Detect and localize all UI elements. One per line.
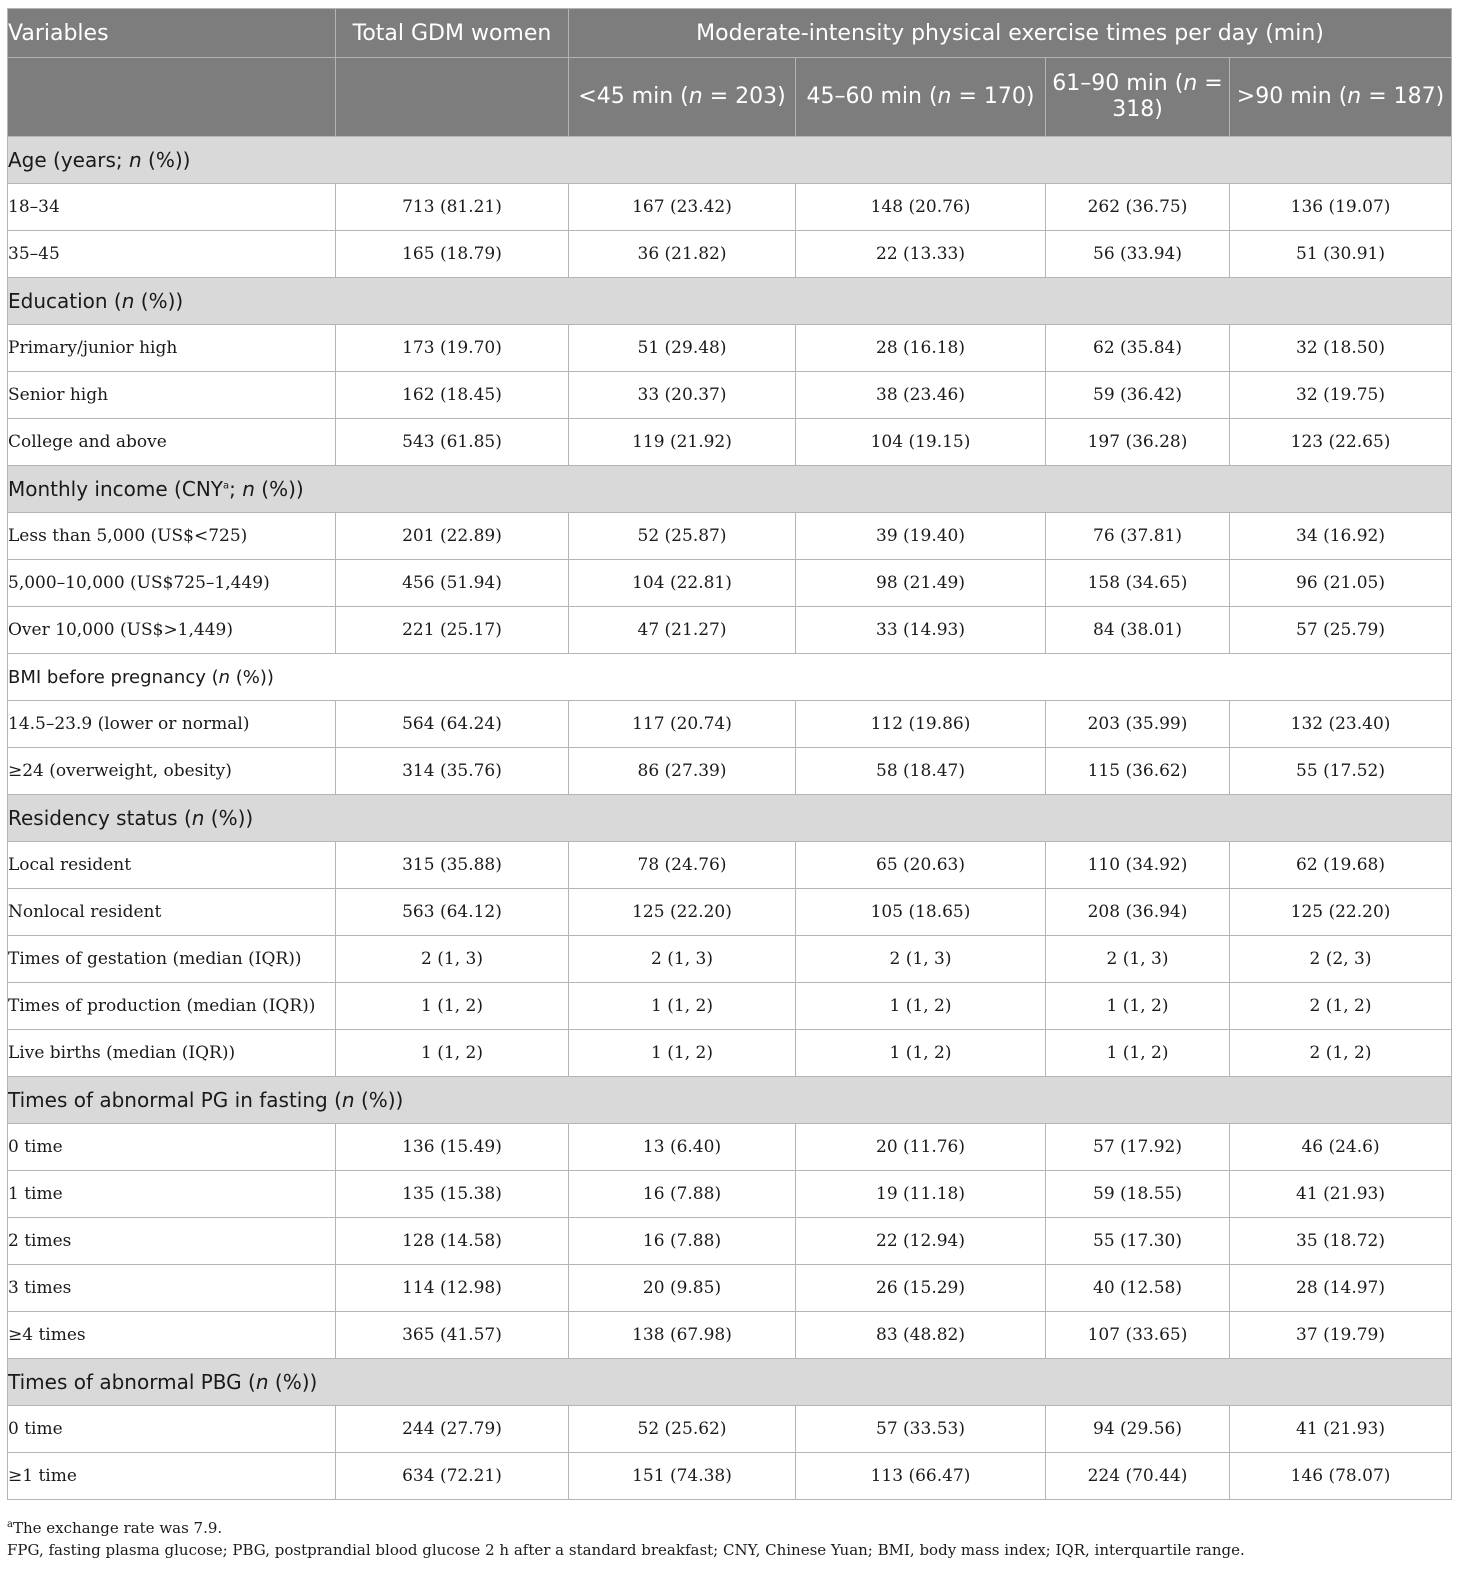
row-label: Senior high	[8, 372, 336, 419]
table-cell: 2 (1, 3)	[796, 936, 1046, 983]
table-cell: 162 (18.45)	[336, 372, 569, 419]
table-cell: 40 (12.58)	[1046, 1265, 1230, 1312]
table-cell: 128 (14.58)	[336, 1218, 569, 1265]
table-cell: 86 (27.39)	[569, 748, 796, 795]
table-cell: 55 (17.30)	[1046, 1218, 1230, 1265]
table-cell: 39 (19.40)	[796, 513, 1046, 560]
row-label: Over 10,000 (US$>1,449)	[8, 607, 336, 654]
table-cell: 115 (36.62)	[1046, 748, 1230, 795]
table-cell: 125 (22.20)	[1230, 889, 1452, 936]
table-cell: 22 (12.94)	[796, 1218, 1046, 1265]
table-row	[8, 1265, 1452, 1312]
table-cell: 38 (23.46)	[796, 372, 1046, 419]
table-row	[8, 1312, 1452, 1359]
section-age: Age (years; n (%))	[8, 137, 1452, 184]
table-cell: 224 (70.44)	[1046, 1453, 1230, 1500]
table-cell: 83 (48.82)	[796, 1312, 1046, 1359]
table-cell: 32 (19.75)	[1230, 372, 1452, 419]
table-row	[8, 607, 1452, 654]
section-income: Monthly income (CNY$^a$; n (%))	[8, 466, 1452, 513]
table-cell: 104 (22.81)	[569, 560, 796, 607]
table-cell: 167 (23.42)	[569, 184, 796, 231]
table-cell: 51 (30.91)	[1230, 231, 1452, 278]
table-cell: 201 (22.89)	[336, 513, 569, 560]
header-subcol-61-90: 61–90 min (n = 318)	[1046, 58, 1230, 137]
table-cell: 32 (18.50)	[1230, 325, 1452, 372]
table-cell: 33 (14.93)	[796, 607, 1046, 654]
table-cell: 57 (25.79)	[1230, 607, 1452, 654]
table-cell: 37 (19.79)	[1230, 1312, 1452, 1359]
table-row	[8, 1453, 1452, 1500]
table-cell: 114 (12.98)	[336, 1265, 569, 1312]
table-row	[8, 842, 1452, 889]
table-cell: 26 (15.29)	[796, 1265, 1046, 1312]
header-subcol-gt90: >90 min (n = 187)	[1230, 58, 1452, 137]
table-cell: 117 (20.74)	[569, 701, 796, 748]
table-row	[8, 936, 1452, 983]
header-empty	[336, 58, 569, 137]
section-bmi: BMI before pregnancy (n (%))	[8, 654, 1452, 701]
table-cell: 119 (21.92)	[569, 419, 796, 466]
table-cell: 564 (64.24)	[336, 701, 569, 748]
section-residency: Residency status (n (%))	[8, 795, 1452, 842]
table-cell: 52 (25.87)	[569, 513, 796, 560]
table-body	[8, 137, 1452, 1500]
table-cell: 78 (24.76)	[569, 842, 796, 889]
table-cell: 57 (17.92)	[1046, 1124, 1230, 1171]
table-row	[8, 184, 1452, 231]
table-cell: 62 (35.84)	[1046, 325, 1230, 372]
table-cell: 22 (13.33)	[796, 231, 1046, 278]
table-cell: 34 (16.92)	[1230, 513, 1452, 560]
table-cell: 146 (78.07)	[1230, 1453, 1452, 1500]
table-cell: 84 (38.01)	[1046, 607, 1230, 654]
table-cell: 2 (1, 3)	[569, 936, 796, 983]
table-cell: 634 (72.21)	[336, 1453, 569, 1500]
table-cell: 1 (1, 2)	[336, 983, 569, 1030]
table-row	[8, 748, 1452, 795]
header-subcol-lt45: <45 min (n = 203)	[569, 58, 796, 137]
table-cell: 59 (36.42)	[1046, 372, 1230, 419]
table-row	[8, 325, 1452, 372]
table-cell: 132 (23.40)	[1230, 701, 1452, 748]
table-cell: 1 (1, 2)	[796, 983, 1046, 1030]
table-cell: 1 (1, 2)	[569, 1030, 796, 1077]
table-cell: 314 (35.76)	[336, 748, 569, 795]
row-label: 1 time	[8, 1171, 336, 1218]
table-cell: 57 (33.53)	[796, 1406, 1046, 1453]
section-pbg: Times of abnormal PBG (n (%))	[8, 1359, 1452, 1406]
table-cell: 28 (16.18)	[796, 325, 1046, 372]
table-row	[8, 372, 1452, 419]
table-cell: 62 (19.68)	[1230, 842, 1452, 889]
table-cell: 47 (21.27)	[569, 607, 796, 654]
table-footnotes	[7, 1514, 1451, 1561]
table-cell: 543 (61.85)	[336, 419, 569, 466]
row-label: Live births (median (IQR))	[8, 1030, 336, 1077]
row-label: Times of production (median (IQR))	[8, 983, 336, 1030]
table-row	[8, 560, 1452, 607]
table-cell: 148 (20.76)	[796, 184, 1046, 231]
row-label: ≥1 time	[8, 1453, 336, 1500]
table-cell: 136 (19.07)	[1230, 184, 1452, 231]
table-cell: 13 (6.40)	[569, 1124, 796, 1171]
table-cell: 713 (81.21)	[336, 184, 569, 231]
table-cell: 58 (18.47)	[796, 748, 1046, 795]
table-cell: 41 (21.93)	[1230, 1171, 1452, 1218]
row-label: College and above	[8, 419, 336, 466]
row-label: ≥4 times	[8, 1312, 336, 1359]
table-row	[8, 1030, 1452, 1077]
header-exercise-group: Moderate-intensity physical exercise times per day (min)	[569, 9, 1452, 58]
table-cell: 65 (20.63)	[796, 842, 1046, 889]
row-label: 0 time	[8, 1406, 336, 1453]
table-cell: 112 (19.86)	[796, 701, 1046, 748]
header-variables: Variables	[8, 9, 336, 58]
row-label: 5,000–10,000 (US$725–1,449)	[8, 560, 336, 607]
row-label: Times of gestation (median (IQR))	[8, 936, 336, 983]
table-cell: 55 (17.52)	[1230, 748, 1452, 795]
row-label: 35–45	[8, 231, 336, 278]
table-cell: 19 (11.18)	[796, 1171, 1046, 1218]
header-subcol-45-60: 45–60 min (n = 170)	[796, 58, 1046, 137]
header-empty	[8, 58, 336, 137]
table-cell: 46 (24.6)	[1230, 1124, 1452, 1171]
table-cell: 203 (35.99)	[1046, 701, 1230, 748]
row-label: 2 times	[8, 1218, 336, 1265]
table-cell: 197 (36.28)	[1046, 419, 1230, 466]
table-cell: 2 (1, 2)	[1230, 983, 1452, 1030]
row-label: Primary/junior high	[8, 325, 336, 372]
row-label: Less than 5,000 (US$<725)	[8, 513, 336, 560]
header-row-2	[8, 58, 1452, 137]
table-row	[8, 1406, 1452, 1453]
table-cell: 151 (74.38)	[569, 1453, 796, 1500]
table-cell: 76 (37.81)	[1046, 513, 1230, 560]
table-row	[8, 701, 1452, 748]
table-cell: 41 (21.93)	[1230, 1406, 1452, 1453]
table-row	[8, 419, 1452, 466]
row-label: Local resident	[8, 842, 336, 889]
row-label: ≥24 (overweight, obesity)	[8, 748, 336, 795]
table-cell: 96 (21.05)	[1230, 560, 1452, 607]
table-cell: 1 (1, 2)	[1046, 1030, 1230, 1077]
table-cell: 16 (7.88)	[569, 1218, 796, 1265]
table-row	[8, 1171, 1452, 1218]
table-cell: 1 (1, 2)	[569, 983, 796, 1030]
footnote-abbreviations: FPG, fasting plasma glucose; PBG, postprandial blood glucose 2 h after a standard breakfast; CNY, Chinese Yuan; BMI, body mass index; IQR, interquartile range.	[7, 1541, 1245, 1559]
table-cell: 158 (34.65)	[1046, 560, 1230, 607]
table-cell: 59 (18.55)	[1046, 1171, 1230, 1218]
table-cell: 563 (64.12)	[336, 889, 569, 936]
table-cell: 20 (9.85)	[569, 1265, 796, 1312]
table-cell: 20 (11.76)	[796, 1124, 1046, 1171]
table-cell: 2 (2, 3)	[1230, 936, 1452, 983]
table-row	[8, 1124, 1452, 1171]
characteristics-table	[7, 8, 1452, 1500]
table-cell: 136 (15.49)	[336, 1124, 569, 1171]
table-cell: 221 (25.17)	[336, 607, 569, 654]
table-cell: 105 (18.65)	[796, 889, 1046, 936]
table-cell: 173 (19.70)	[336, 325, 569, 372]
table-cell: 1 (1, 2)	[1046, 983, 1230, 1030]
table-cell: 2 (1, 3)	[1046, 936, 1230, 983]
row-label: 3 times	[8, 1265, 336, 1312]
table-cell: 365 (41.57)	[336, 1312, 569, 1359]
header-total: Total GDM women	[336, 9, 569, 58]
table-cell: 33 (20.37)	[569, 372, 796, 419]
table-row	[8, 889, 1452, 936]
footnote-exchange-rate: $^a$The exchange rate was 7.9.	[7, 1519, 223, 1537]
table-row	[8, 231, 1452, 278]
table-cell: 56 (33.94)	[1046, 231, 1230, 278]
row-label: 18–34	[8, 184, 336, 231]
table-cell: 2 (1, 3)	[336, 936, 569, 983]
table-cell: 104 (19.15)	[796, 419, 1046, 466]
table-cell: 98 (21.49)	[796, 560, 1046, 607]
table-cell: 262 (36.75)	[1046, 184, 1230, 231]
table-cell: 125 (22.20)	[569, 889, 796, 936]
table-cell: 315 (35.88)	[336, 842, 569, 889]
table-row	[8, 983, 1452, 1030]
table-cell: 244 (27.79)	[336, 1406, 569, 1453]
table-cell: 16 (7.88)	[569, 1171, 796, 1218]
table-cell: 51 (29.48)	[569, 325, 796, 372]
table-cell: 123 (22.65)	[1230, 419, 1452, 466]
row-label: 14.5–23.9 (lower or normal)	[8, 701, 336, 748]
header-row-1	[8, 9, 1452, 58]
table-cell: 113 (66.47)	[796, 1453, 1046, 1500]
table-row	[8, 513, 1452, 560]
table-cell: 52 (25.62)	[569, 1406, 796, 1453]
table-cell: 2 (1, 2)	[1230, 1030, 1452, 1077]
table-cell: 35 (18.72)	[1230, 1218, 1452, 1265]
table-row	[8, 1218, 1452, 1265]
section-education: Education (n (%))	[8, 278, 1452, 325]
row-label: 0 time	[8, 1124, 336, 1171]
table-cell: 135 (15.38)	[336, 1171, 569, 1218]
row-label: Nonlocal resident	[8, 889, 336, 936]
table-cell: 110 (34.92)	[1046, 842, 1230, 889]
table-cell: 28 (14.97)	[1230, 1265, 1452, 1312]
table-cell: 208 (36.94)	[1046, 889, 1230, 936]
table-cell: 165 (18.79)	[336, 231, 569, 278]
table-cell: 36 (21.82)	[569, 231, 796, 278]
table-cell: 1 (1, 2)	[796, 1030, 1046, 1077]
table-cell: 138 (67.98)	[569, 1312, 796, 1359]
section-fasting: Times of abnormal PG in fasting (n (%))	[8, 1077, 1452, 1124]
table-cell: 107 (33.65)	[1046, 1312, 1230, 1359]
table-cell: 94 (29.56)	[1046, 1406, 1230, 1453]
table-cell: 456 (51.94)	[336, 560, 569, 607]
table-cell: 1 (1, 2)	[336, 1030, 569, 1077]
